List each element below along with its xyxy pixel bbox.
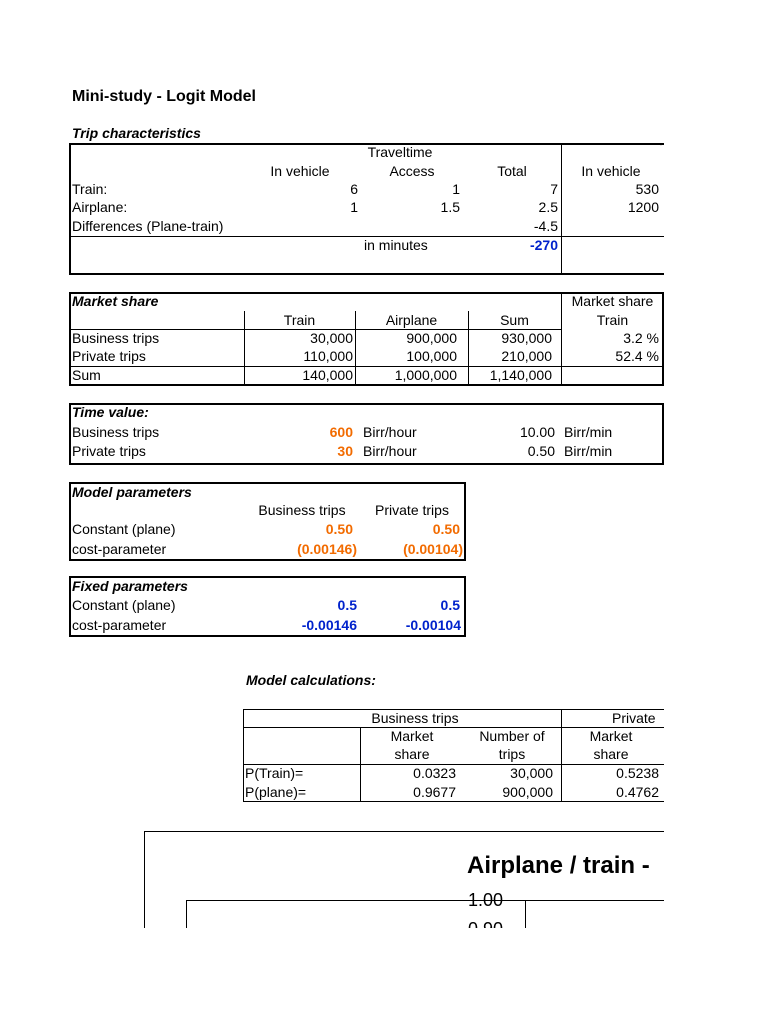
calc-heading: Model calculations:	[246, 672, 376, 688]
minutes-value: -270	[529, 237, 558, 253]
market-cell: 900,000	[406, 330, 457, 346]
time-unit-min: Birr/min	[564, 424, 613, 440]
col-access: Access	[389, 163, 435, 179]
col-sum: Sum	[500, 312, 529, 328]
calc-trips: 30,000	[510, 765, 553, 781]
calc-sub-share: share	[394, 746, 430, 762]
col-total: Total	[497, 163, 527, 179]
time-value-min: 0.50	[527, 443, 555, 459]
calc-row-label: P(Train)=	[245, 765, 304, 781]
market-cell: 30,000	[310, 330, 353, 346]
col-train: Train	[283, 312, 316, 328]
time-value: 30	[337, 443, 353, 459]
fixed-business: 0.5	[337, 597, 357, 613]
market-row-label: Private trips	[72, 348, 146, 364]
crop-mask-right	[664, 0, 768, 1024]
calc-sub-market-2: Market	[589, 728, 633, 744]
market-cell: 3.2 %	[623, 330, 659, 346]
calc-sub-number: Number of	[479, 728, 545, 744]
time-row-label: Private trips	[72, 443, 146, 459]
trip-row-label: Train:	[72, 181, 108, 197]
calc-sub-market: Market	[390, 728, 434, 744]
calc-share: 0.9677	[413, 784, 456, 800]
col-in-vehicle-2: In vehicle	[581, 163, 641, 179]
calc-trips: 900,000	[502, 784, 553, 800]
trip-heading: Trip characteristics	[72, 125, 201, 141]
trip-cell: 1	[452, 181, 460, 197]
market-cell: 100,000	[406, 348, 457, 364]
time-unit: Birr/hour	[363, 443, 417, 459]
traveltime-header: Traveltime	[367, 144, 433, 160]
crop-mask-bottom	[0, 928, 768, 1024]
fixed-row-label: Constant (plane)	[72, 597, 176, 613]
market-cell: 140,000	[302, 367, 353, 383]
param-private: 0.50	[432, 521, 460, 537]
chart-tick-clip	[466, 918, 526, 928]
calc-group-private: Private	[612, 710, 656, 726]
trip-cell: 1.5	[440, 199, 460, 215]
col-business-trips: Business trips	[258, 502, 346, 518]
time-value-heading: Time value:	[72, 404, 149, 420]
param-business: 0.50	[325, 521, 353, 537]
calc-row-label: P(plane)=	[245, 784, 307, 800]
fixed-business: -0.00146	[301, 617, 357, 633]
market-cell: 1,000,000	[394, 367, 457, 383]
share-head-train: Train	[596, 312, 629, 328]
time-unit: Birr/hour	[363, 424, 417, 440]
calc-share: 0.0323	[413, 765, 456, 781]
trip-cell: 1	[350, 199, 358, 215]
share-head: Market share	[571, 293, 654, 309]
trip-row-label: Differences (Plane-train)	[72, 218, 224, 234]
param-private: (0.00104)	[403, 541, 463, 557]
col-private-trips: Private trips	[375, 502, 449, 518]
fixed-private: -0.00104	[405, 617, 461, 633]
trip-cell: 530	[635, 181, 659, 197]
calc-group-business: Business trips	[371, 710, 459, 726]
chart-title: Airplane / train -	[467, 852, 650, 879]
minutes-label: in minutes	[364, 237, 428, 253]
time-value-min: 10.00	[519, 424, 555, 440]
page-title: Mini-study - Logit Model	[72, 88, 256, 105]
model-params-heading: Model parameters	[72, 484, 192, 500]
trip-cut-mark: '	[660, 142, 662, 153]
market-cell: 52.4 %	[615, 348, 659, 364]
market-cell: 930,000	[501, 330, 552, 346]
col-airplane: Airplane	[385, 312, 438, 328]
fixed-params-heading: Fixed parameters	[72, 578, 188, 594]
market-cell: 110,000	[303, 348, 353, 364]
fixed-row-label: cost-parameter	[72, 617, 167, 633]
param-row-label: cost-parameter	[72, 541, 167, 557]
time-value: 600	[329, 424, 353, 440]
market-heading: Market share	[72, 293, 159, 309]
col-in-vehicle: In vehicle	[270, 163, 330, 179]
calc-sub-trips: trips	[498, 746, 526, 762]
market-row-label: Business trips	[72, 330, 160, 346]
param-row-label: Constant (plane)	[72, 521, 176, 537]
trip-cell: -4.5	[533, 218, 558, 234]
trip-cell: 1200	[627, 199, 659, 215]
time-row-label: Business trips	[72, 424, 160, 440]
trip-row-label: Airplane:	[72, 199, 128, 215]
market-cell: 1,140,000	[489, 367, 552, 383]
market-cell: 210,000	[501, 348, 552, 364]
param-business: (0.00146)	[297, 541, 357, 557]
trip-cell: 6	[350, 181, 358, 197]
calc-private-share: 0.4762	[616, 784, 659, 800]
time-unit-min: Birr/min	[564, 443, 613, 459]
chart-tick: 1.00	[468, 890, 504, 910]
trip-cell: 2.5	[538, 199, 558, 215]
calc-private-share: 0.5238	[616, 765, 659, 781]
calc-sub-share-2: share	[593, 746, 629, 762]
fixed-private: 0.5	[440, 597, 460, 613]
trip-cell: 7	[550, 181, 558, 197]
market-row-label: Sum	[72, 367, 101, 383]
